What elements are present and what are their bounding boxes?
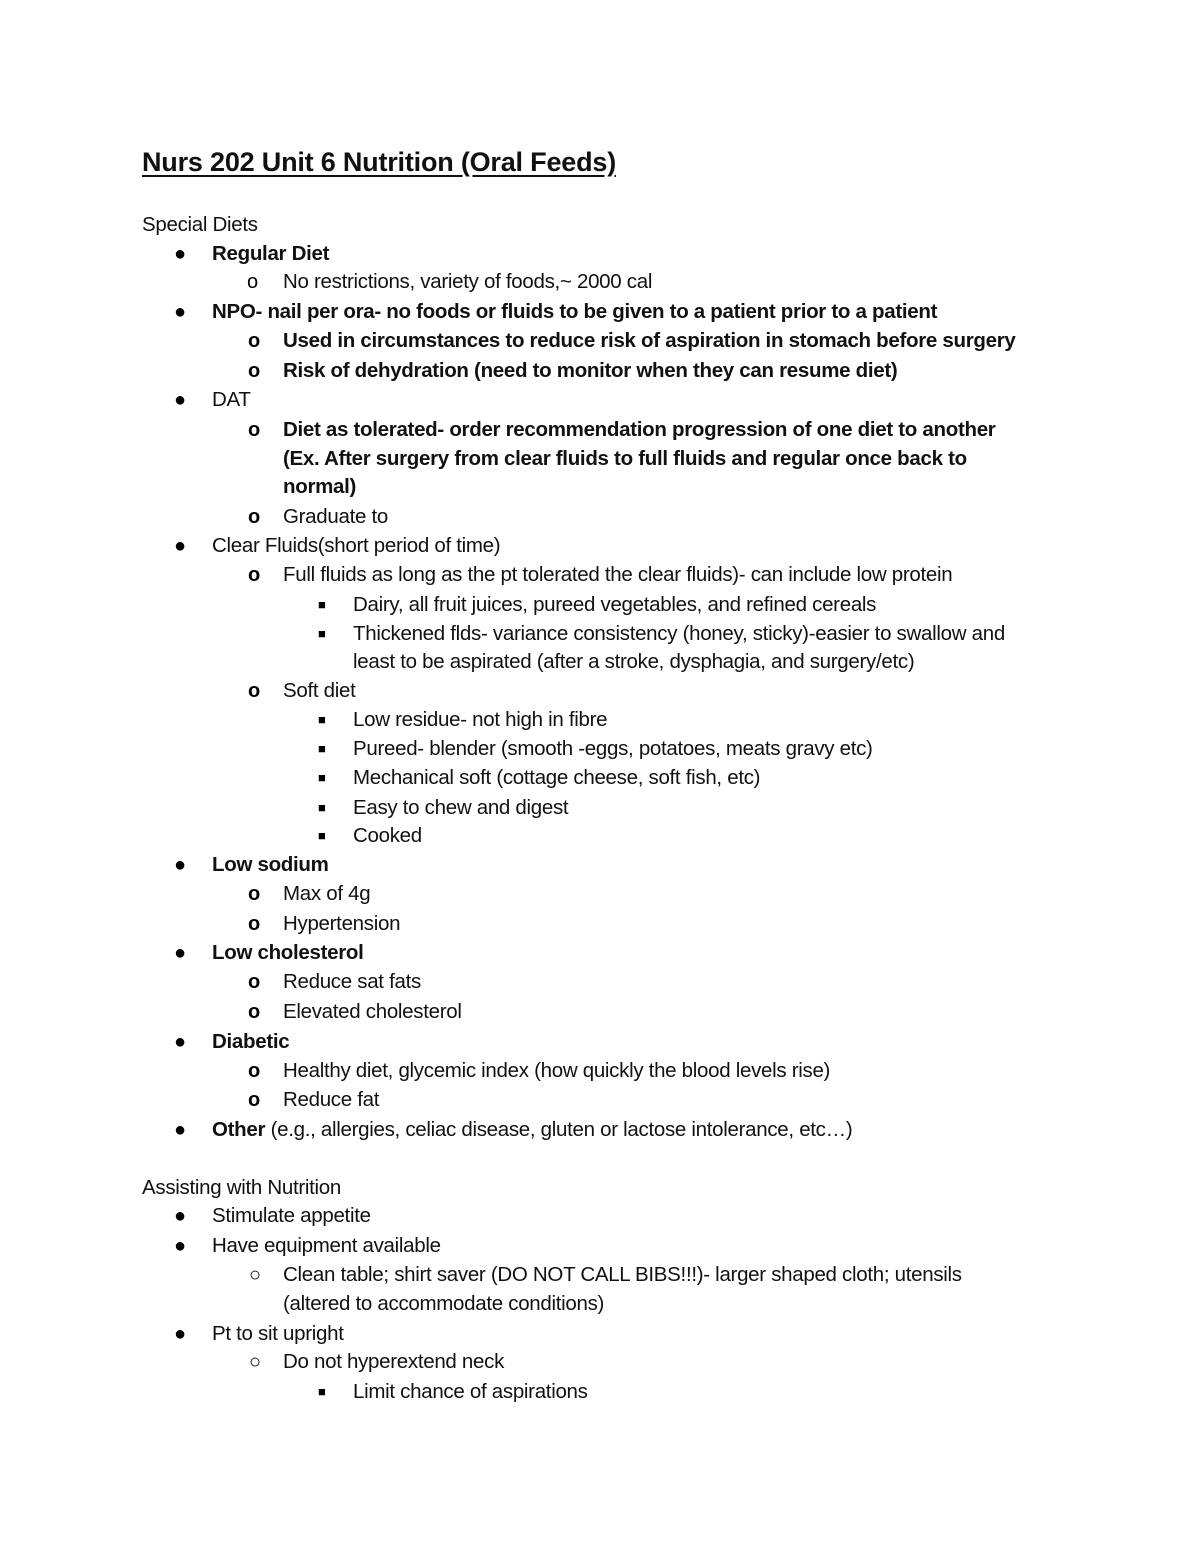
list-item: Healthy diet, glycemic index (how quickly the blood levels rise)	[283, 1059, 831, 1082]
circle-marker: o	[248, 564, 261, 586]
square-marker: ■	[318, 597, 326, 612]
circle-marker: o	[248, 913, 261, 935]
list-item: Cooked	[353, 824, 422, 847]
list-item: Pt to sit upright	[212, 1322, 344, 1345]
list-item: Reduce fat	[283, 1088, 380, 1111]
list-item: No restrictions, variety of foods,~ 2000 cal	[283, 270, 653, 293]
list-item: Limit chance of aspirations	[353, 1380, 588, 1403]
circle-marker: o	[248, 1060, 261, 1082]
bullet-marker: ●	[174, 243, 187, 265]
list-item: Risk of dehydration (need to monitor when they can resume diet)	[283, 359, 898, 382]
circle-marker: o	[248, 1001, 261, 1023]
list-item: Thickened flds- variance consistency (honey, sticky)-easier to swallow and	[353, 622, 1005, 645]
circle-marker: o	[248, 506, 261, 528]
list-item: Mechanical soft (cottage cheese, soft fish, etc)	[353, 766, 761, 789]
square-marker: ■	[318, 741, 326, 756]
list-item: Elevated cholesterol	[283, 1000, 462, 1023]
list-item: Graduate to	[283, 505, 388, 528]
list-item-continued: (Ex. After surgery from clear fluids to full fluids and regular once back to	[283, 447, 967, 470]
circle-marker: o	[248, 419, 261, 441]
list-item: Have equipment available	[212, 1234, 441, 1257]
list-item-other	[212, 1116, 852, 1144]
bullet-marker: ●	[174, 1323, 187, 1345]
bullet-marker: ●	[174, 1235, 187, 1257]
square-marker: ■	[318, 828, 326, 843]
list-item-low-sodium: Low sodium	[212, 853, 329, 876]
other-detail: (e.g., allergies, celiac disease, gluten or lactose intolerance, etc…)	[265, 1118, 853, 1141]
list-item-continued: (altered to accommodate conditions)	[283, 1292, 605, 1315]
square-marker: ■	[318, 712, 326, 727]
list-item-npo: NPO- nail per ora- no foods or fluids to be given to a patient prior to a patient	[212, 300, 938, 323]
bullet-marker: ●	[174, 389, 187, 411]
circle-marker: o	[248, 883, 261, 905]
list-item-soft-diet: Soft diet	[283, 679, 356, 702]
circle-marker: ○	[249, 1351, 262, 1373]
circle-marker: o	[248, 971, 261, 993]
list-item: Used in circumstances to reduce risk of aspiration in stomach before surgery	[283, 329, 1016, 352]
square-marker: ■	[318, 800, 326, 815]
list-item-continued: normal)	[283, 475, 357, 498]
list-item-dat: DAT	[212, 388, 251, 411]
circle-marker: o	[247, 271, 259, 293]
list-item: Easy to chew and digest	[353, 796, 569, 819]
list-item: Pureed- blender (smooth -eggs, potatoes, meats gravy etc)	[353, 737, 873, 760]
list-item-full-fluids: Full fluids as long as the pt tolerated the clear fluids)- can include low protein	[283, 563, 953, 586]
bullet-marker: ●	[174, 1031, 187, 1053]
other-label: Other	[212, 1118, 266, 1141]
circle-marker: o	[248, 360, 261, 382]
page-title: Nurs 202 Unit 6 Nutrition (Oral Feeds)	[142, 147, 616, 177]
bullet-marker: ●	[174, 1119, 187, 1141]
list-item-continued: least to be aspirated (after a stroke, dysphagia, and surgery/etc)	[353, 650, 915, 673]
square-marker: ■	[318, 1384, 326, 1399]
bullet-marker: ●	[174, 854, 187, 876]
square-marker: ■	[318, 770, 326, 785]
list-item: Dairy, all fruit juices, pureed vegetables, and refined cereals	[353, 593, 877, 616]
list-item: Hypertension	[283, 912, 401, 935]
list-item: Clean table; shirt saver (DO NOT CALL BIBS!!!)- larger shaped cloth; utensils	[283, 1263, 962, 1286]
list-item: Reduce sat fats	[283, 970, 421, 993]
square-marker: ■	[318, 626, 326, 641]
circle-marker: ○	[249, 1264, 262, 1286]
list-item-clear-fluids: Clear Fluids(short period of time)	[212, 534, 501, 557]
list-item: Stimulate appetite	[212, 1204, 371, 1227]
bullet-marker: ●	[174, 301, 187, 323]
list-item-diabetic: Diabetic	[212, 1030, 290, 1053]
list-item: Max of 4g	[283, 882, 371, 905]
circle-marker: o	[248, 680, 261, 702]
list-item: Do not hyperextend neck	[283, 1350, 505, 1373]
list-item-regular-diet: Regular Diet	[212, 242, 330, 265]
section-heading-special-diets: Special Diets	[142, 213, 258, 236]
list-item-low-cholesterol: Low cholesterol	[212, 941, 364, 964]
bullet-marker: ●	[174, 535, 187, 557]
list-item: Low residue- not high in fibre	[353, 708, 608, 731]
circle-marker: o	[248, 1089, 261, 1111]
bullet-marker: ●	[174, 942, 187, 964]
circle-marker: o	[248, 330, 261, 352]
section-heading-assisting: Assisting with Nutrition	[142, 1176, 342, 1199]
bullet-marker: ●	[174, 1205, 187, 1227]
list-item: Diet as tolerated- order recommendation progression of one diet to another	[283, 418, 996, 441]
